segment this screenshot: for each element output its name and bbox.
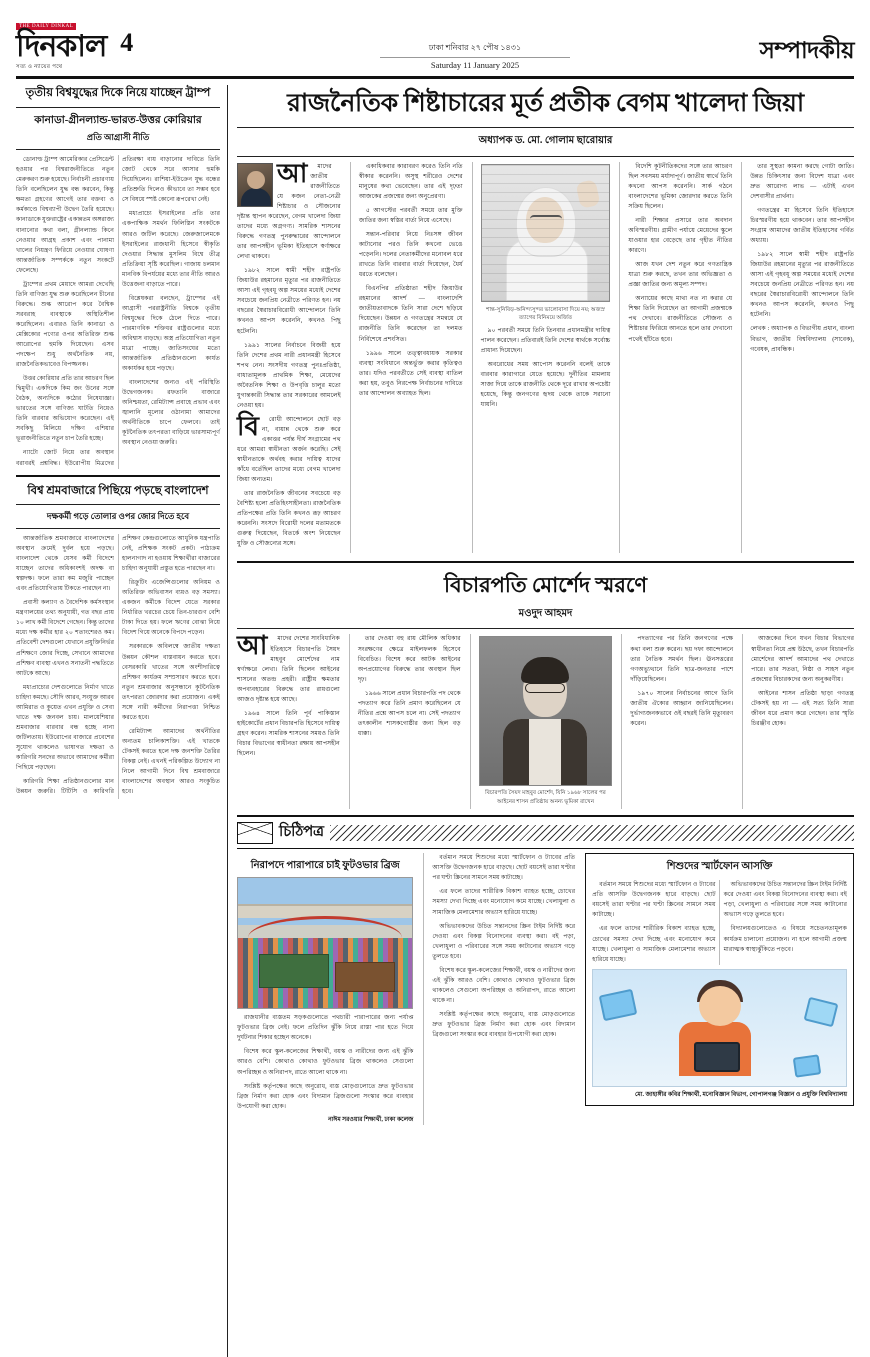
paragraph: ১৯৮২ সালে স্বামী শহীদ রাষ্ট্রপতি জিয়াউর রহমানের মৃত্যুর পর রাজনীতিতে আসা এই গৃহবধূ অল্প সময়ের মধ্যেই দেশের সবচেয়ে জনপ্রিয় নেত্রীতে পরিণত হন। নয় বছরের স্বৈরাচারবিরোধী আন্দোলনে তিনি কখনও আপস করেননি, কখনও পিছু হটেননি।: [750, 251, 855, 319]
paragraph: বর্তমান সময়ে শিশুদের মধ্যে স্মার্টফোন ও ট্যাবের প্রতি আসক্তি উদ্বেগজনক হারে বাড়ছে। ছোট বয়সেই তারা ঘণ্টার পর ঘণ্টা স্ক্রিনের সামনে সময় কাটাচ্ছে।: [592, 881, 716, 919]
photo-texture: [482, 165, 610, 301]
paragraph: তার রাজনৈতিক জীবনের সবচেয়ে বড় বৈশিষ্ট্য হলো প্রতিহিংসাহীনতা। রাজনৈতিক প্রতিপক্ষের প্রতি তিনি কখনও রূঢ় আচরণ করেননি। সংসদে বিরোধী দলের মতামতকে গুরুত্ব দিয়েছেন, বিতর্কে অংশ নিয়েছেন যুক্তি ও সৌজন্যের সঙ্গে।: [237, 490, 341, 548]
paragraph: রিক্রুটিং এজেন্সিগুলোর অনিয়ম ও অতিরিক্ত অভিবাসন ব্যয়ও বড় সমস্যা। একজন কর্মীকে বিদেশ যেতে সরকার নির্ধারিত খরচের চেয়ে তিন-চারগুণ বেশি টাকা দিতে হয়। ফলে ঋণের বোঝা নিয়ে বিদেশ গিয়ে অনেকে বিপদে পড়েন।: [122, 579, 220, 637]
child-with-tablet-photo: [592, 969, 847, 1087]
dropcap: আ: [237, 631, 268, 661]
paragraph: এর ফলে তাদের শারীরিক বিকাশ ব্যাহত হচ্ছে, চোখের সমস্যা দেখা দিচ্ছে এবং মনোযোগ কমে যাচ্ছে। খেলাধুলা ও সামাজিক মেলামেশার অভ্যাস হারিয়ে যাচ্ছে।: [432, 888, 576, 916]
paragraph: মধ্যপ্রাচ্যের দেশগুলোতে নির্মাণ খাতে চাহিদা কমছে। সৌদি আরব, সংযুক্ত আরব আমিরাত ও কুয়েত এখন প্রযুক্তি ও সেবা খাতে দক্ষ জনবল চায়। মালয়েশিয়ার শ্রমবাজার বারবার বন্ধ হচ্ছে নানা জটিলতায়। ইউরোপের বাজারে প্রবেশের সুযোগ থাকলেও ভাষাগত দক্ষতা ও কারিগরি সনদের অভাবে আমাদের কর্মীরা পিছিয়ে পড়ছেন।: [16, 683, 114, 772]
paragraph: সংশ্লিষ্ট কর্তৃপক্ষের কাছে অনুরোধ, ব্যস্ত মোড়গুলোতে দ্রুত ফুটওভার ব্রিজ নির্মাণ করা হোক এবং বিদ্যমান ব্রিজগুলো সংস্কার করে ব্যবহার উপযোগী করা হোক।: [432, 1010, 576, 1039]
paragraph: বর্তমান সময়ে শিশুদের মধ্যে স্মার্টফোন ও ট্যাবের প্রতি আসক্তি উদ্বেগজনক হারে বাড়ছে। ছোট বয়সেই তারা ঘণ্টার পর ঘণ্টা স্ক্রিনের সামনে সময় কাটাচ্ছে।: [432, 854, 576, 882]
paragraph: অভিভাবকদের উচিত সন্তানদের স্ক্রিন টাইম নির্দিষ্ট করে দেওয়া এবং বিকল্প বিনোদনের ব্যবস্থা করা। বই পড়া, খেলাধুলা ও পরিবারের সঙ্গে সময় কাটানোর অভ্যাস গড়ে তুলতে হবে।: [723, 881, 847, 919]
photo-figure: [499, 653, 591, 785]
left-article1-kicker: কানাডা-গ্রীনল্যান্ড-ভারত-উত্তর কোরিয়ার: [34, 114, 202, 126]
paragraph: বিশেষ করে স্কুল-কলেজের শিক্ষার্থী, বয়স্ক ও নারীদের জন্য এই ঝুঁকি আরও বেশি। কোথাও কোথাও ফুটওভার ব্রিজ থাকলেও সেগুলো অপরিচ্ছন্ন ও অনিরাপদ, রাতে আলো থাকে না।: [432, 966, 576, 1004]
letter-2-signature: মো. জাহাঙ্গীর কবির শিক্ষার্থী, মনোবিজ্ঞান বিভাগ, গোপালগঞ্জ বিজ্ঞান ও প্রযুক্তি বিশ্ববিদ্যালয়: [634, 1091, 847, 1098]
lead-col-3: [472, 162, 611, 554]
paragraph: সন্তান-পরিবার নিয়ে নিঃসঙ্গ জীবন কাটানোর পরও তিনি কখনো ভেঙে পড়েননি। দলের নেতাকর্মীদের মনোবল ধরে রাখতে তিনি বারবার বার্তা দিয়েছেন, ধৈর্য ধরতে বলেছেন।: [358, 231, 463, 279]
paragraph: এর ফলে তাদের শারীরিক বিকাশ ব্যাহত হচ্ছে, চোখের সমস্যা দেখা দিচ্ছে এবং মনোযোগ কমে যাচ্ছে। খেলাধুলা ও সামাজিক মেলামেশার অভ্যাস হারিয়ে যাচ্ছে।: [592, 925, 716, 963]
lead-col-4: [619, 162, 732, 554]
paragraph: প্রবাসী কল্যাণ ও বৈদেশিক কর্মসংস্থান মন্ত্রণালয়ের তথ্য অনুযায়ী, গত বছর প্রায় ১০ লাখ কর্মী বিদেশে গেছেন। কিন্তু তাদের মধ্যে দক্ষ কর্মীর হার ২০ শতাংশেরও কম। প্রতিবেশী দেশগুলো যেখানে প্রযুক্তিনির্ভর প্রশিক্ষণে জোর দিচ্ছে, সেখানে আমাদের প্রশিক্ষণ ব্যবস্থা এখনও সনাতনী পদ্ধতিতে আটকে আছে।: [16, 599, 114, 677]
paragraph: ১৯৬৪ সালে তিনি পূর্ব পাকিস্তান হাইকোর্টের প্রধান বিচারপতি হিসেবে দায়িত্ব গ্রহণ করেন। সামরিক শাসনের সময়ও তিনি বিচার বিভাগের স্বাধীনতা রক্ষায় আপসহীন ছিলেন।: [237, 709, 340, 757]
date-english: Saturday 11 January 2025: [430, 60, 520, 70]
author-credit: লেখক : অধ্যাপক ও বিভাগীয় প্রধান, বাংলা বিভাগ, জাতীয় বিশ্ববিদ্যালয় (সাবেক), গবেষক, প্রাবন্ধিক।: [750, 325, 855, 353]
masthead-left: [16, 14, 286, 72]
paragraph: মধ্যপ্রাচ্যে ইসরাইলের প্রতি তার একপাক্ষিক সমর্থন ফিলিস্তিন সংকটকে আরও জটিল করেছে। জেরুজালেমকে ইসরাইলের রাজধানী হিসেবে স্বীকৃতি দেওয়ার সিদ্ধান্ত মুসলিম বিশ্বে তীব্র প্রতিক্রিয়া সৃষ্টি করেছিল। গাজায় চলমান মানবিক বিপর্যয়ের মধ্যে তার নীতি আরও উত্তেজনা বাড়াতে পারে।: [122, 210, 220, 288]
paragraph: বাংলাদেশের জন্যও এই পরিস্থিতি উদ্বেগজনক। রফতানি বাজারে অনিশ্চয়তা, রেমিট্যান্স প্রবাহে প্রভাব এবং জ্বালানি মূল্যের ওঠানামা আমাদের অর্থনীতিকে চাপে ফেলবে। তাই কূটনৈতিক তৎপরতা বাড়িয়ে ভারসাম্যপূর্ণ অবস্থান নেওয়া জরুরি।: [122, 379, 220, 447]
paragraph: আন্তর্জাতিক শ্রমবাজারে বাংলাদেশের অবস্থান ক্রমেই দুর্বল হয়ে পড়ছে। বাংলাদেশ থেকে যেসব কর্মী বিদেশে যাচ্ছেন তাদের অধিকাংশই অদক্ষ বা স্বল্পদক্ষ। ফলে তারা কম মজুরি পাচ্ছেন এবং প্রতিযোগিতায় টিকতে পারছেন না।: [16, 535, 114, 593]
letters-body: [237, 853, 854, 1124]
letter-1-title: নিরাপদে পারাপারে চাই ফুটওভার ব্রিজ: [250, 860, 400, 872]
lead-col-5: [741, 162, 854, 554]
paragraph: উত্তর কোরিয়ার প্রতি তার আচরণ ছিল দ্বিমুখী। একদিকে কিম জং উনের সঙ্গে বৈঠক, অন্যদিকে কঠোর নিষেধাজ্ঞা। ভারতের সঙ্গে বাণিজ্য ঘাটতি নিয়েও তিনি বারবার অভিযোগ করেছেন। এই সবকিছু মিলিয়ে দক্ষিণ এশিয়ার ভূরাজনীতিতে নতুন চাপ তৈরি হচ্ছে।: [16, 375, 114, 443]
left-article1-headline: তৃতীয় বিশ্বযুদ্ধের দিকে নিয়ে যাচ্ছেন ট্রাম্প: [25, 87, 211, 99]
date-bangla: ঢাকা শনিবার ২৭ পৌষ ১৪৩১: [380, 42, 570, 58]
footover-bridge-photo: [237, 877, 413, 1009]
left-article2-subkicker: দক্ষকর্মী গড়ে তোলার ওপর জোর দিতে হবে: [46, 511, 190, 522]
page-number: 4: [120, 28, 134, 57]
khaleda-zia-photo: [481, 164, 611, 302]
paragraph: বিদ্যালয়গুলোতেও এ বিষয়ে সচেতনতামূলক কার্যক্রম চালানো প্রয়োজন। না হলে আগামী প্রজন্ম মারাত্মক স্বাস্থ্যঝুঁকিতে পড়বে।: [723, 925, 847, 953]
paragraph: একাধিকবার কারাবরণ করেও তিনি নতি স্বীকার করেননি। অসুস্থ শরীরেও দেশের মানুষের কথা ভেবেছেন। তার এই দৃঢ়তা আজকের প্রজন্মের জন্য অনুপ্রেরণা।: [358, 162, 463, 200]
letter-1-signature: নাঈম সরওয়ার শিক্ষার্থী, ঢাকা কলেজ: [328, 1116, 414, 1123]
paragraph: অন্যায়ের কাছে মাথা নত না করার যে শিক্ষা তিনি দিয়েছেন তা আগামী প্রজন্মকে পথ দেখাবে। রাজনীতিতে সৌজন্য ও শিষ্টাচার ফিরিয়ে আনতে হলে তার দেখানো পথেই হাঁটতে হবে।: [628, 295, 733, 343]
paragraph: ৫ আগস্টের পরবর্তী সময়ে তার মুক্তি জাতির জন্য স্বস্তির বার্তা নিয়ে এসেছে।: [358, 206, 463, 224]
paragraph: নারী শিক্ষার প্রসারে তার অবদান অবিস্মরণীয়। গ্রামীণ পর্যায়ে মেয়েদের স্কুলে যাওয়ার হার বেড়েছে তার গৃহীত নীতির কারণে।: [628, 216, 733, 255]
lead-article-body: [237, 158, 855, 554]
letter-1-continued: [423, 853, 575, 1124]
lead-article-title: রাজনৈতিক শিষ্টাচারের মূর্ত প্রতীক বেগম খালেদা জিয়া: [287, 90, 804, 117]
masthead: [16, 14, 854, 79]
paragraph: অভিভাবকদের উচিত সন্তানদের স্ক্রিন টাইম নির্দিষ্ট করে দেওয়া এবং বিকল্প বিনোদনের ব্যবস্থা করা। বই পড়া, খেলাধুলা ও পরিবারের সঙ্গে সময় কাটানোর অভ্যাস গড়ে তুলতে হবে।: [432, 922, 576, 960]
paragraph: বিশেষ করে স্কুল-কলেজের শিক্ষার্থী, বয়স্ক ও নারীদের জন্য এই ঝুঁকি আরও বেশি। কোথাও কোথাও ফুটওভার ব্রিজ থাকলেও সেগুলো অপরিচ্ছন্ন ও অনিরাপদ, রাতে আলো থাকে না।: [237, 1048, 414, 1076]
envelope-icon: [237, 822, 273, 844]
morshed-article: [237, 569, 854, 809]
paragraph: ১৯৯১ সালের নির্বাচনে বিজয়ী হয়ে তিনি দেশের প্রথম নারী প্রধানমন্ত্রী হিসেবে শপথ নেন। সংসদীয় গণতন্ত্র পুনঃপ্রতিষ্ঠা, বাধ্যতামূলক প্রাথমিক শিক্ষা, মেয়েদের অবৈতনিক শিক্ষা ও উপবৃত্তি চালুর মতো যুগান্তকারী সিদ্ধান্ত তার সরকারের আমলেই নেওয়া হয়।: [237, 341, 341, 409]
paragraph: রাজধানীর ব্যস্ততম সড়কগুলোতে পথচারী পারাপারের জন্য পর্যাপ্ত ফুটওভার ব্রিজ নেই। ফলে প্রতিদিন ঝুঁকি নিয়ে রাস্তা পার হতে গিয়ে দুর্ঘটনার শিকার হচ্ছেন অনেকে।: [237, 1014, 414, 1042]
letter-1: [237, 853, 413, 1124]
paragraph: ৯০ পরবর্তী সময়ে তিনি তিনবার প্রধানমন্ত্রীর দায়িত্ব পালন করেছেন। প্রতিবারই তিনি দেশের স্বার্থকে সর্বোচ্চ প্রাধান্য দিয়েছেন।: [480, 326, 611, 354]
paragraph: রোধী আন্দোলনে ছোট বড় না, বায়ান্ন থেকে শুরু করে একাত্তর পর্যন্ত দীর্ঘ সংগ্রামের পথ ধরে আমরা স্বাধীনতা অর্জন করেছি। সেই স্বাধীনতাকে অর্থবহ করার দায়িত্ব যাদের কাঁধে বর্তেছিল তাদের মধ্যে বেগম খালেদা জিয়া অন্যতম।: [237, 415, 341, 484]
lead-col-2: [350, 162, 463, 554]
paragraph: তার দেওয়া বহু রায় মৌলিক অধিকার সংরক্ষণের ক্ষেত্রে মাইলফলক হিসেবে বিবেচিত। বিশেষ করে আটক আইনের অপপ্রয়োগের বিরুদ্ধে তার অবস্থান ছিল দৃঢ়।: [357, 635, 461, 683]
masthead-date: [286, 37, 664, 72]
logo-band: THE DAILY DINKAL: [16, 23, 76, 30]
morshed-col-1: [237, 631, 340, 809]
morshed-col-3: [470, 634, 613, 809]
paragraph: বিএনপির প্রতিষ্ঠাতা শহীদ জিয়াউর রহমানের আদর্শ — বাংলাদেশি জাতীয়তাবাদকে তিনি সারা দেশে ছড়িয়ে দিয়েছেন। উন্নয়ন ও গণতন্ত্রের সমন্বয়ে যে রাজনীতি তিনি করেছেন তা দলমত নির্বিশেষে প্রশংসিত।: [358, 285, 463, 343]
paragraph: বিশ্লেষকরা বলছেন, ট্রাম্পের এই আগ্রাসী পররাষ্ট্রনীতি বিশ্বকে তৃতীয় বিশ্বযুদ্ধের দিকে ঠেলে দিতে পারে। পারমাণবিক শক্তিধর রাষ্ট্রগুলোর মধ্যে অবিশ্বাস বাড়ছে। অস্ত্র প্রতিযোগিতা নতুন মাত্রা পাচ্ছে। জাতিসংঘের মতো আন্তর্জাতিক প্রতিষ্ঠানগুলো কার্যত অকার্যকর হয়ে পড়ছে।: [122, 294, 220, 373]
letter-1-body: [237, 1013, 413, 1111]
morshed-byline: মওদুদ আহমদ: [518, 608, 573, 620]
paragraph: ট্রাম্পের প্রথম মেয়াদে আমরা দেখেছি তিনি বাণিজ্য যুদ্ধ শুরু করেছিলেন চীনের বিরুদ্ধে। শুল্ক আরোপ করে বৈশ্বিক সরবরাহ ব্যবস্থাকে অস্থিতিশীল করেছিলেন। এবারও তিনি কানাডা ও মেক্সিকোর পণ্যের ওপর অতিরিক্ত শুল্ক আরোপের হুমকি দিয়েছেন। এসব পদক্ষেপ শুধু অর্থনৈতিক নয়, রাজনৈতিকভাবেও বিপজ্জনক।: [16, 280, 114, 369]
letters-section-title: চিঠিপত্র: [279, 824, 324, 841]
paragraph: আজ যখন দেশ নতুন করে গণতান্ত্রিক যাত্রা শুরু করছে, তখন তার অভিজ্ঞতা ও প্রজ্ঞা জাতির জন্য অমূল্য সম্পদ।: [628, 261, 733, 289]
author-photo: [237, 163, 273, 207]
paragraph: বিদেশি কূটনীতিকদের সঙ্গে তার আচরণ ছিল সবসময় মর্যাদাপূর্ণ। জাতীয় স্বার্থে তিনি কখনো আপস করেননি। সার্ক গঠনে বাংলাদেশের ভূমিকা জোরদার করতে তিনি সক্রিয় ছিলেন।: [628, 162, 733, 210]
paragraph: ন্যাটো জোট নিয়ে তার অবস্থান বরাবরই প্রশ্নবিদ্ধ। ইউরোপীয় মিত্রদের প্রতিরক্ষা ব্যয় বাড়ানোর দাবিতে তিনি জোট থেকে সরে আসার হুমকি দিয়েছিলেন। রাশিয়া-ইউক্রেন যুদ্ধ বন্ধের প্রতিশ্রুতি দিলেও কীভাবে তা সম্ভব হবে সে বিষয়ে স্পষ্ট কোনো রূপরেখা নেই।: [16, 156, 220, 467]
photo-caption: শান্ত-সুনিবিড়-অনিন্দ্যসুন্দর ভালোবাসা দিয়ে নয়; অজস্র ত্যাগের বিনিময়ে অর্জিত: [486, 306, 605, 322]
logo-subtitle: সত্য ও ন্যায়ের পথে: [16, 64, 63, 70]
paragraph: ১৯৮২ সালে স্বামী শহীদ রাষ্ট্রপতি জিয়াউর রহমানের মৃত্যুর পর রাজনীতিতে আসা এই গৃহবধূ অল্প সময়ের মধ্যেই দেশের সবচেয়ে জনপ্রিয় নেত্রীতে পরিণত হন। নয় বছরের স্বৈরাচারবিরোধী আন্দোলনে তিনি কখনও আপস করেননি, কখনও পিছু হটেননি।: [237, 267, 341, 335]
dropcap-2: বি: [237, 411, 259, 441]
left-article2-headline: বিশ্ব শ্রমবাজারে পিছিয়ে পড়ছে বাংলাদেশ: [27, 484, 209, 497]
logo: [16, 14, 106, 72]
section-title: সম্পাদকীয়: [759, 38, 854, 63]
paragraph: কারিগরি শিক্ষা প্রতিষ্ঠানগুলোর মান উন্নয়ন জরুরি। টিটিসি ও কারিগরি প্রশিক্ষণ কেন্দ্রগুলোতে আধুনিক যন্ত্রপাতি নেই, প্রশিক্ষক সংকট প্রকট। পাঠ্যক্রম হালনাগাদ না হওয়ায় শিক্ষার্থীরা বাজারের চাহিদা অনুযায়ী প্রস্তুত হতে পারছেন না।: [16, 535, 220, 796]
paragraph: আইনের শাসন প্রতিষ্ঠা ছাড়া গণতন্ত্র টেকসই হয় না — এই সত্য তিনি সারা জীবন ধরে প্রমাণ করে গেছেন। তার স্মৃতি চিরঞ্জীব হোক।: [751, 689, 854, 727]
morshed-col-5: [742, 634, 854, 809]
morshed-portrait-photo: [479, 636, 613, 786]
left-article1-subkicker: প্রতি আগ্রাসী নীতি: [86, 132, 150, 143]
left-article1-body: [16, 155, 220, 468]
lead-article-byline: অধ্যাপক ড. মো. গোলাম ছারোয়ার: [478, 134, 613, 146]
paragraph: সরকারকে অবিলম্বে জাতীয় দক্ষতা উন্নয়ন কৌশল বাস্তবায়ন করতে হবে। বেসরকারি খাতের সঙ্গে অংশীদারিত্বে প্রশিক্ষণ কার্যক্রম সম্প্রসারণ করতে হবে। নতুন শ্রমবাজার অনুসন্ধানে কূটনৈতিক তৎপরতা জোরদার করা প্রয়োজন। একই সঙ্গে নারী কর্মীদের নিরাপত্তা নিশ্চিত করতে হবে।: [122, 643, 220, 721]
left-column: [16, 85, 228, 1357]
dropcap: আ: [277, 158, 308, 188]
left-article2-body: [16, 534, 220, 799]
paragraph: তার সুস্থতা কামনা করছে গোটা জাতি। উন্নত চিকিৎসার জন্য বিদেশ যাত্রা এবং দ্রুত আরোগ্য লাভ — এটাই এখন দেশবাসীর প্রার্থনা।: [750, 162, 855, 200]
photo-caption: বিচারপতি সৈয়দ মাহবুব মোর্শেদ, যিনি ১৯৬৮ সালের পর আইনের শাসন প্রতিষ্ঠায় অনন্য ভূমিকা রাখেন: [485, 790, 606, 805]
morshed-body: [237, 631, 854, 809]
hatch-decoration: [330, 825, 854, 841]
paragraph: মাদের জাতীয় রাজনীতিতে যে কজন নেতা-নেত্রী শিষ্টাচার ও সৌজন্যের দৃষ্টান্ত স্থাপন করেছেন, বেগম খালেদা জিয়া তাদের মধ্যে অগ্রগণ্য। সামরিক শাসনের বিরুদ্ধে গণতন্ত্র পুনরুদ্ধারের আন্দোলনে তার আপসহীন ভূমিকা ইতিহাসে স্বর্ণাক্ষরে লেখা থাকবে।: [237, 162, 341, 261]
paragraph: রেমিট্যান্স আমাদের অর্থনীতির অন্যতম চালিকাশক্তি। এই খাতকে টেকসই করতে হলে দক্ষ জনশক্তি তৈরির বিকল্প নেই। এখনই পরিকল্পিত উদ্যোগ না নিলে আগামী দিনে বিশ্ব শ্রমবাজারে বাংলাদেশের অবস্থান আরও সংকুচিত হবে।: [122, 727, 220, 796]
letter-2-body: [592, 880, 847, 964]
logo-text: দিনকাল: [16, 30, 107, 63]
paragraph: ১৯৭০ সালের নির্বাচনের আগে তিনি জাতীয় ঐক্যের আহ্বান জানিয়েছিলেন। দুর্ভাগ্যজনকভাবে ওই বছরই তিনি মৃত্যুবরণ করেন।: [630, 689, 734, 727]
morshed-col-4: [621, 634, 733, 809]
letter-2-title: শিশুদের স্মার্টফোন আসক্তি: [666, 861, 773, 873]
lead-article: [237, 87, 854, 553]
page-columns: [16, 85, 854, 1357]
morshed-col-2: [349, 634, 461, 809]
paragraph: ১৯৬৬ সালে প্রধান বিচারপতি পদ থেকে পদত্যাগ করে তিনি প্রমাণ করেছিলেন যে নীতির প্রশ্নে আপস চলে না। সেই পদত্যাগ তৎকালীন শাসকগোষ্ঠীর জন্য ছিল বড় ধাক্কা।: [357, 689, 461, 737]
paragraph: ডোনাল্ড ট্রাম্প আমেরিকার প্রেসিডেন্ট হওয়ার পর বিশ্বরাজনীতিতে নতুন মেরুকরণ শুরু হয়েছে। নির্বাচনী প্রচারণায় তিনি বলেছিলেন যুদ্ধ বন্ধ করবেন, কিন্তু ক্ষমতা গ্রহণের আগেই তার বক্তব্য ও কর্মকাণ্ডে বিশ্বব্যাপী উদ্বেগ তৈরি হয়েছে। কানাডাকে যুক্তরাষ্ট্রের একান্নতম অঙ্গরাজ্য বানানোর কথা বলা, গ্রীনল্যান্ড কিনে নেওয়ার আগ্রহ প্রকাশ এবং পানামা খালের নিয়ন্ত্রণ ফিরিয়ে নেওয়ার ঘোষণা আন্তর্জাতিক সম্পর্ককে নতুন সংকটে ফেলেছে।: [16, 156, 114, 274]
letters-section-header: [237, 815, 854, 849]
paragraph: ১৯৯৬ সালে তত্ত্বাবধায়ক সরকার ব্যবস্থা সংবিধানে অন্তর্ভুক্ত করার কৃতিত্বও তার। যদিও পরবর্তীতে সেই ব্যবস্থা বাতিল করা হয়, তবুও নিরপেক্ষ নির্বাচনের দাবিতে তার আন্দোলন অব্যাহত ছিল।: [358, 349, 463, 397]
lead-col-1: [237, 158, 341, 554]
letter-2-box: [585, 853, 854, 1105]
main-column: [228, 85, 854, 1357]
paragraph: মাদের দেশের সাংবিধানিক ইতিহাসে বিচারপতি সৈয়দ মাহবুব মোর্শেদের নাম স্বর্ণাক্ষরে লেখা। তিনি ছিলেন আইনের শাসনের অতন্দ্র প্রহরী। রাষ্ট্রীয় ক্ষমতার অপব্যবহারের বিরুদ্ধে তার রায়গুলো আজও দৃষ্টান্ত হয়ে আছে।: [237, 635, 340, 703]
paragraph: সংশ্লিষ্ট কর্তৃপক্ষের কাছে অনুরোধ, ব্যস্ত মোড়গুলোতে দ্রুত ফুটওভার ব্রিজ নির্মাণ করা হোক এবং বিদ্যমান ব্রিজগুলো সংস্কার করে ব্যবহার উপযোগী করা হোক।: [237, 1082, 414, 1110]
morshed-title: বিচারপতি মোর্শেদ স্মরণে: [443, 573, 648, 598]
paragraph: আজকের দিনে যখন বিচার বিভাগের স্বাধীনতা নিয়ে প্রশ্ন উঠছে, তখন বিচারপতি মোর্শেদের আদর্শ আমাদের পথ দেখাতে পারে। তার সততা, নিষ্ঠা ও সাহস নতুন প্রজন্মের বিচারকদের জন্য অনুকরণীয়।: [751, 635, 854, 683]
paragraph: অবরোধের সময় আপোস করেননি বলেই তাকে বারবার কারাগারে যেতে হয়েছে। দুর্নীতির মামলায় সাজা দিয়ে তাকে রাজনীতি থেকে দূরে রাখার অপচেষ্টা হয়েছে, কিন্তু জনগণের হৃদয় থেকে তাকে সরানো যায়নি।: [480, 360, 611, 408]
letter-2-wrapper: [585, 853, 854, 1124]
paragraph: পদত্যাগের পর তিনি জনগণের পক্ষে কথা বলা শুরু করেন। ছয় দফা আন্দোলনে তার নৈতিক সমর্থন ছিল। ঊনসত্তরের গণঅভ্যুত্থানে তিনি ছাত্র-জনতার পাশে দাঁড়িয়েছিলেন।: [630, 635, 734, 683]
paragraph: গণতন্ত্রের মা হিসেবে তিনি ইতিহাসে চিরস্মরণীয় হয়ে থাকবেন। তার আপসহীন সংগ্রাম আমাদের জাতীয় ইতিহাসের গর্বিত অধ্যায়।: [750, 206, 855, 245]
